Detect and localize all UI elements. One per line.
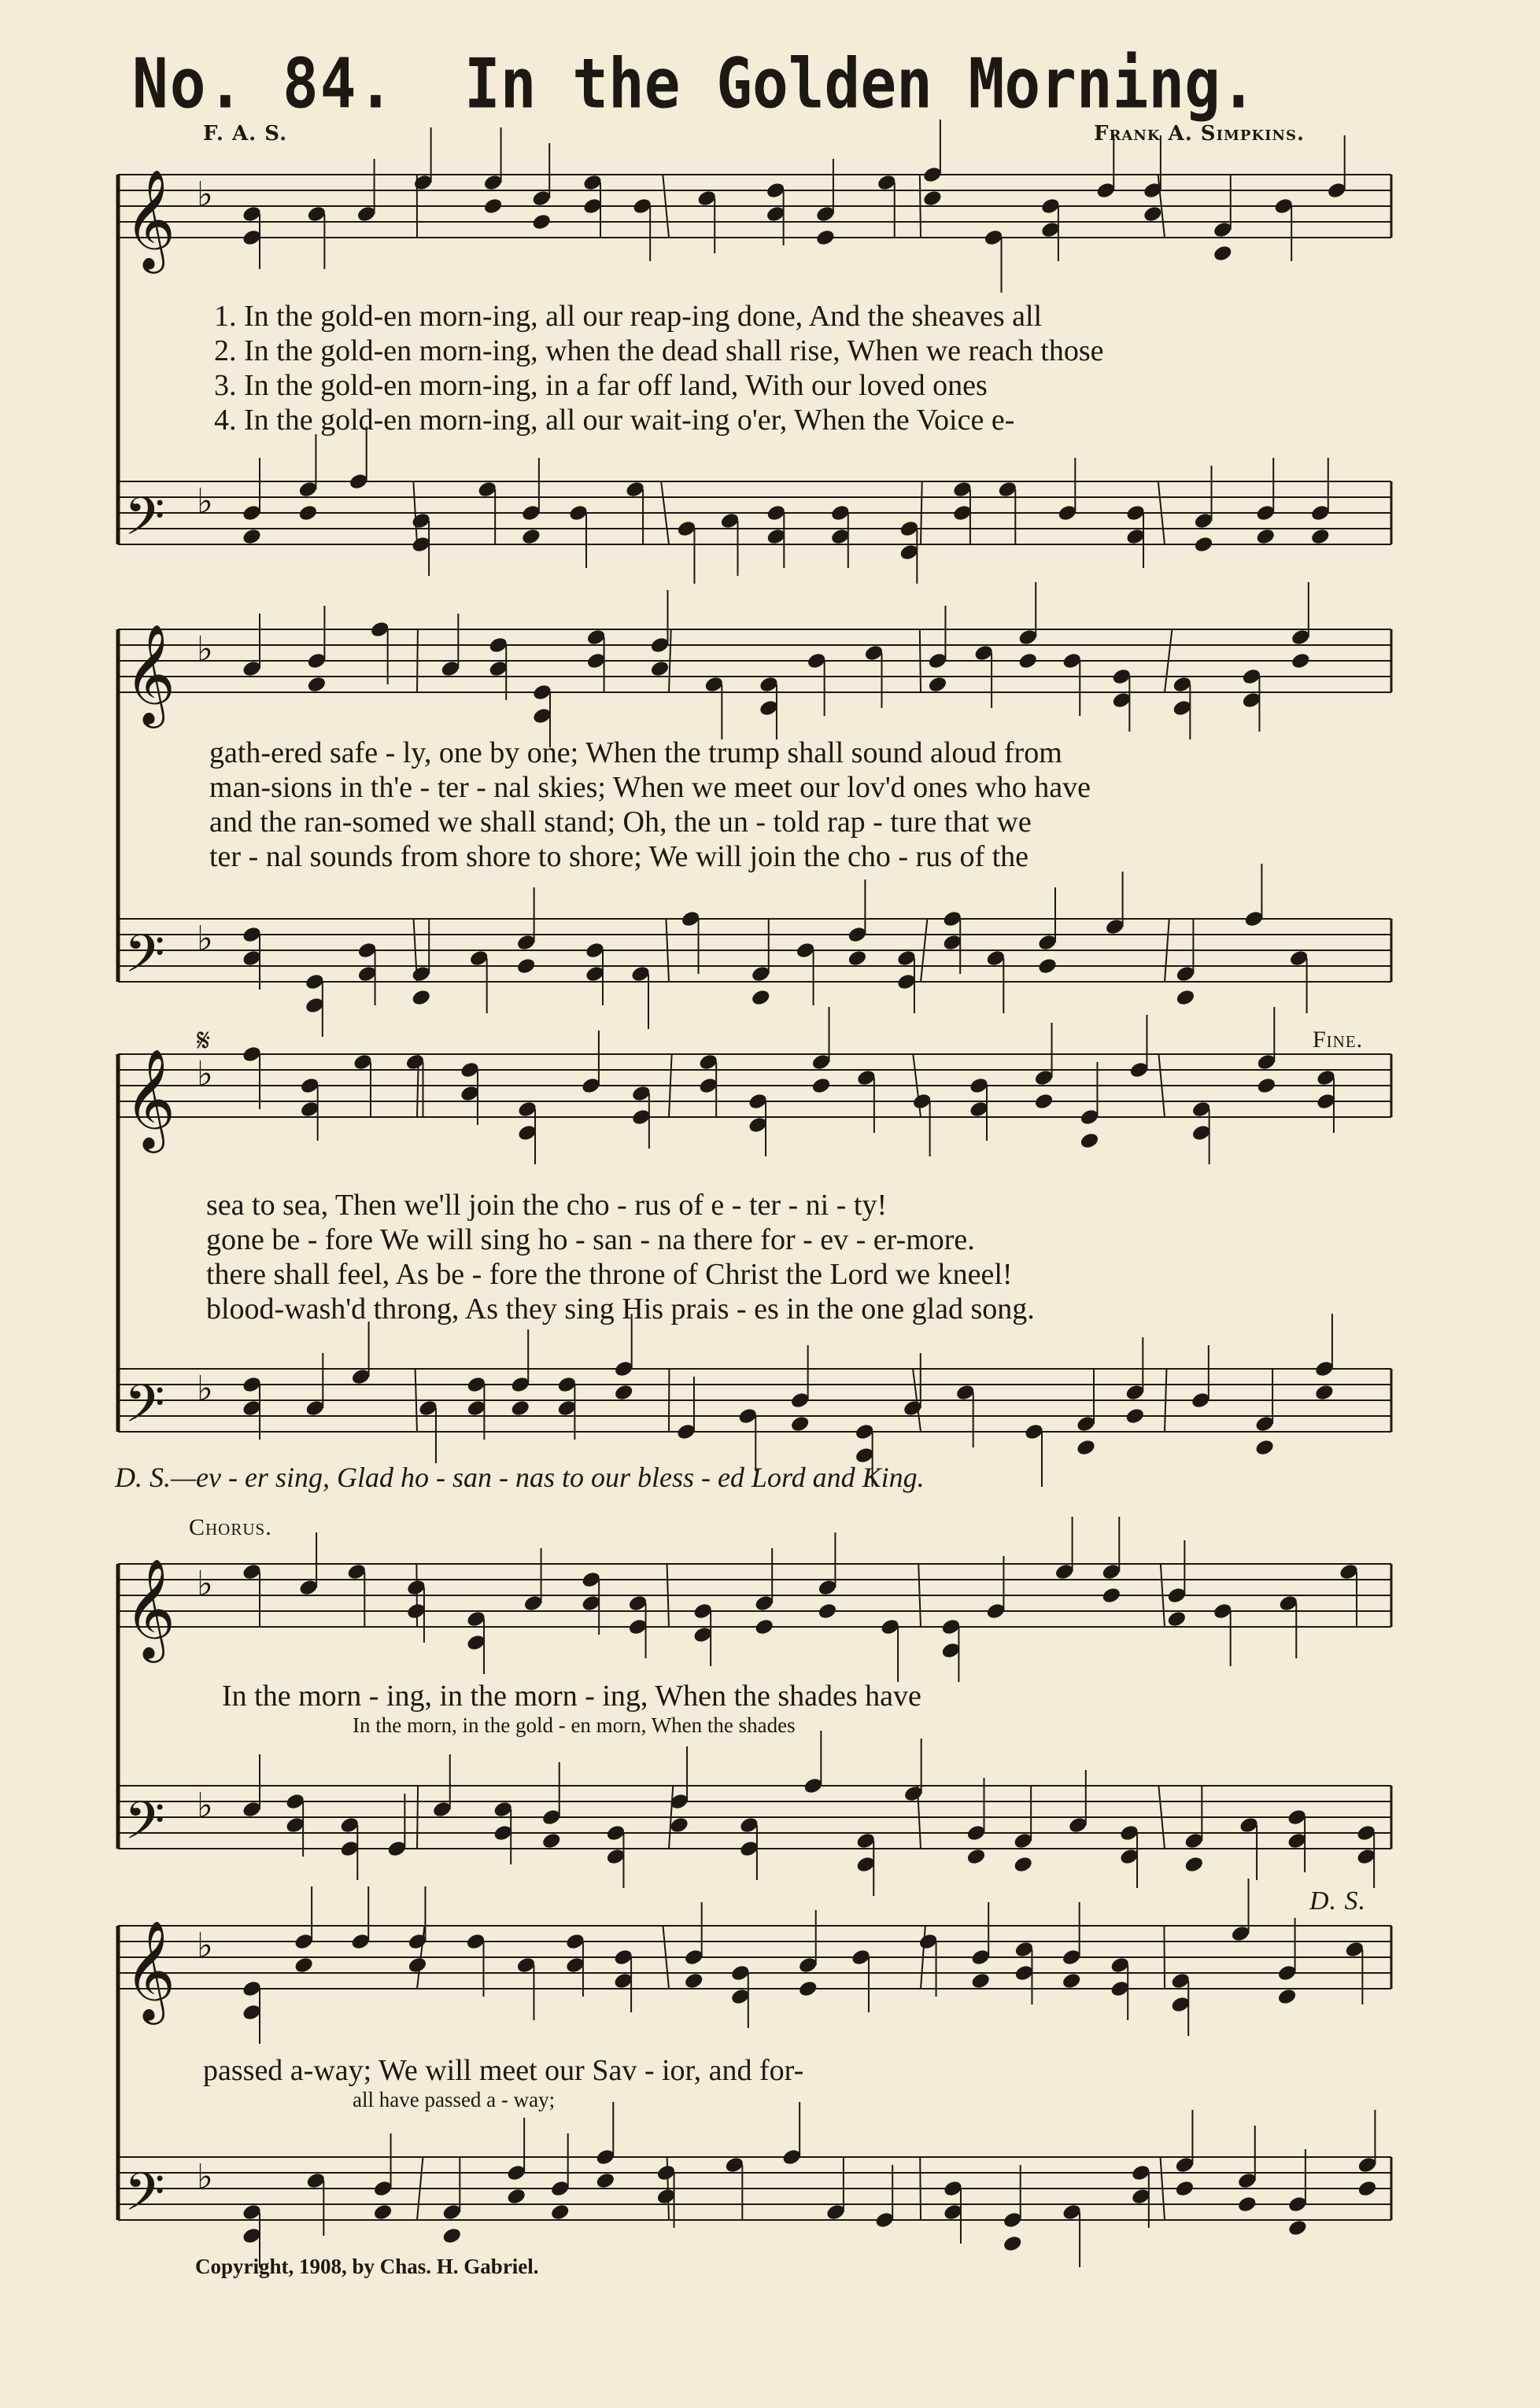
svg-text:♭: ♭ bbox=[197, 175, 213, 215]
svg-text:♭: ♭ bbox=[197, 629, 213, 669]
ds-refrain-line: D. S.—ev - er sing, Glad ho - san - nas to our bless - ed Lord and King. bbox=[115, 1462, 925, 1493]
chorus-echo-1: In the morn, in the gold - en morn, When the shades bbox=[353, 1713, 796, 1737]
verse-1-line-1: 1. In the gold-en morn-ing, all our reap-ing done, And the sheaves all bbox=[214, 300, 1043, 333]
chorus-echo-2: all have passed a - way; bbox=[353, 2088, 556, 2111]
verse-2-line-3: gone be - fore We will sing ho - san - na there for - ev - er-more. bbox=[206, 1223, 975, 1256]
verse-3-line-1: 3. In the gold-en morn-ing, in a far off land, With our loved ones bbox=[214, 369, 988, 402]
svg-text:𝄞: 𝄞 bbox=[124, 1919, 176, 2020]
segno-sign: 𝄋 bbox=[197, 1023, 211, 1059]
verse-2-line-1: 2. In the gold-en morn-ing, when the dead shall rise, When we reach those bbox=[214, 334, 1104, 367]
verse-4-line-1: 4. In the gold-en morn-ing, all our wait-ing o'er, When the Voice e- bbox=[214, 404, 1015, 437]
words-credit: F. A. S. bbox=[203, 122, 288, 146]
chorus-lyric-2: passed a-way; We will meet our Sav - ior, and for- bbox=[203, 2054, 804, 2087]
svg-text:♭: ♭ bbox=[197, 481, 213, 522]
svg-text:♭: ♭ bbox=[197, 1369, 213, 1409]
svg-text:𝄢: 𝄢 bbox=[124, 1374, 165, 1447]
svg-text:♭: ♭ bbox=[197, 919, 213, 959]
svg-text:𝄢: 𝄢 bbox=[124, 2162, 165, 2235]
svg-text:𝄞: 𝄞 bbox=[124, 1558, 176, 1658]
svg-text:𝄞: 𝄞 bbox=[124, 1048, 176, 1149]
svg-text:♭: ♭ bbox=[197, 1786, 213, 1826]
svg-text:♭: ♭ bbox=[197, 2157, 213, 2197]
verse-3-line-3: there shall feel, As be - fore the throne of Christ the Lord we kneel! bbox=[206, 1258, 1013, 1291]
fine-marker: Fine. bbox=[1313, 1027, 1364, 1053]
verse-2-line-2: man-sions in th'e - ter - nal skies; When we meet our lov'd ones who have bbox=[209, 771, 1091, 804]
copyright-notice: Copyright, 1908, by Chas. H. Gabriel. bbox=[195, 2255, 539, 2278]
verse-4-line-3: blood-wash'd throng, As they sing His prais - es in the one glad song. bbox=[206, 1293, 1035, 1326]
svg-text:𝄢: 𝄢 bbox=[124, 924, 165, 997]
ds-marker: D. S. bbox=[1309, 1886, 1367, 1916]
verse-3-line-2: and the ran-somed we shall stand; Oh, the un - told rap - ture that we bbox=[209, 806, 1032, 839]
svg-text:𝄞: 𝄞 bbox=[124, 623, 176, 724]
verse-1-line-3: sea to sea, Then we'll join the cho - rus of e - ter - ni - ty! bbox=[206, 1189, 888, 1222]
chorus-lyric-1: In the morn - ing, in the morn - ing, When the shades have bbox=[222, 1680, 921, 1713]
svg-text:♭: ♭ bbox=[197, 1564, 213, 1604]
svg-text:𝄢: 𝄢 bbox=[124, 1790, 165, 1864]
hymn-number: No. 84. bbox=[132, 43, 396, 124]
verse-4-line-2: ter - nal sounds from shore to shore; We will join the cho - rus of the bbox=[209, 840, 1029, 873]
hymn-title: In the Golden Morning. bbox=[464, 43, 1257, 124]
chorus-label: Chorus. bbox=[189, 1514, 272, 1540]
verse-1-line-2: gath-ered safe - ly, one by one; When the trump shall sound aloud from bbox=[209, 736, 1062, 769]
svg-text:♭: ♭ bbox=[197, 1054, 213, 1094]
svg-text:𝄢: 𝄢 bbox=[124, 486, 165, 559]
svg-text:♭: ♭ bbox=[197, 1926, 213, 1966]
music-credit: Frank A. Simpkins. bbox=[1094, 122, 1305, 146]
svg-text:𝄞: 𝄞 bbox=[124, 168, 176, 269]
